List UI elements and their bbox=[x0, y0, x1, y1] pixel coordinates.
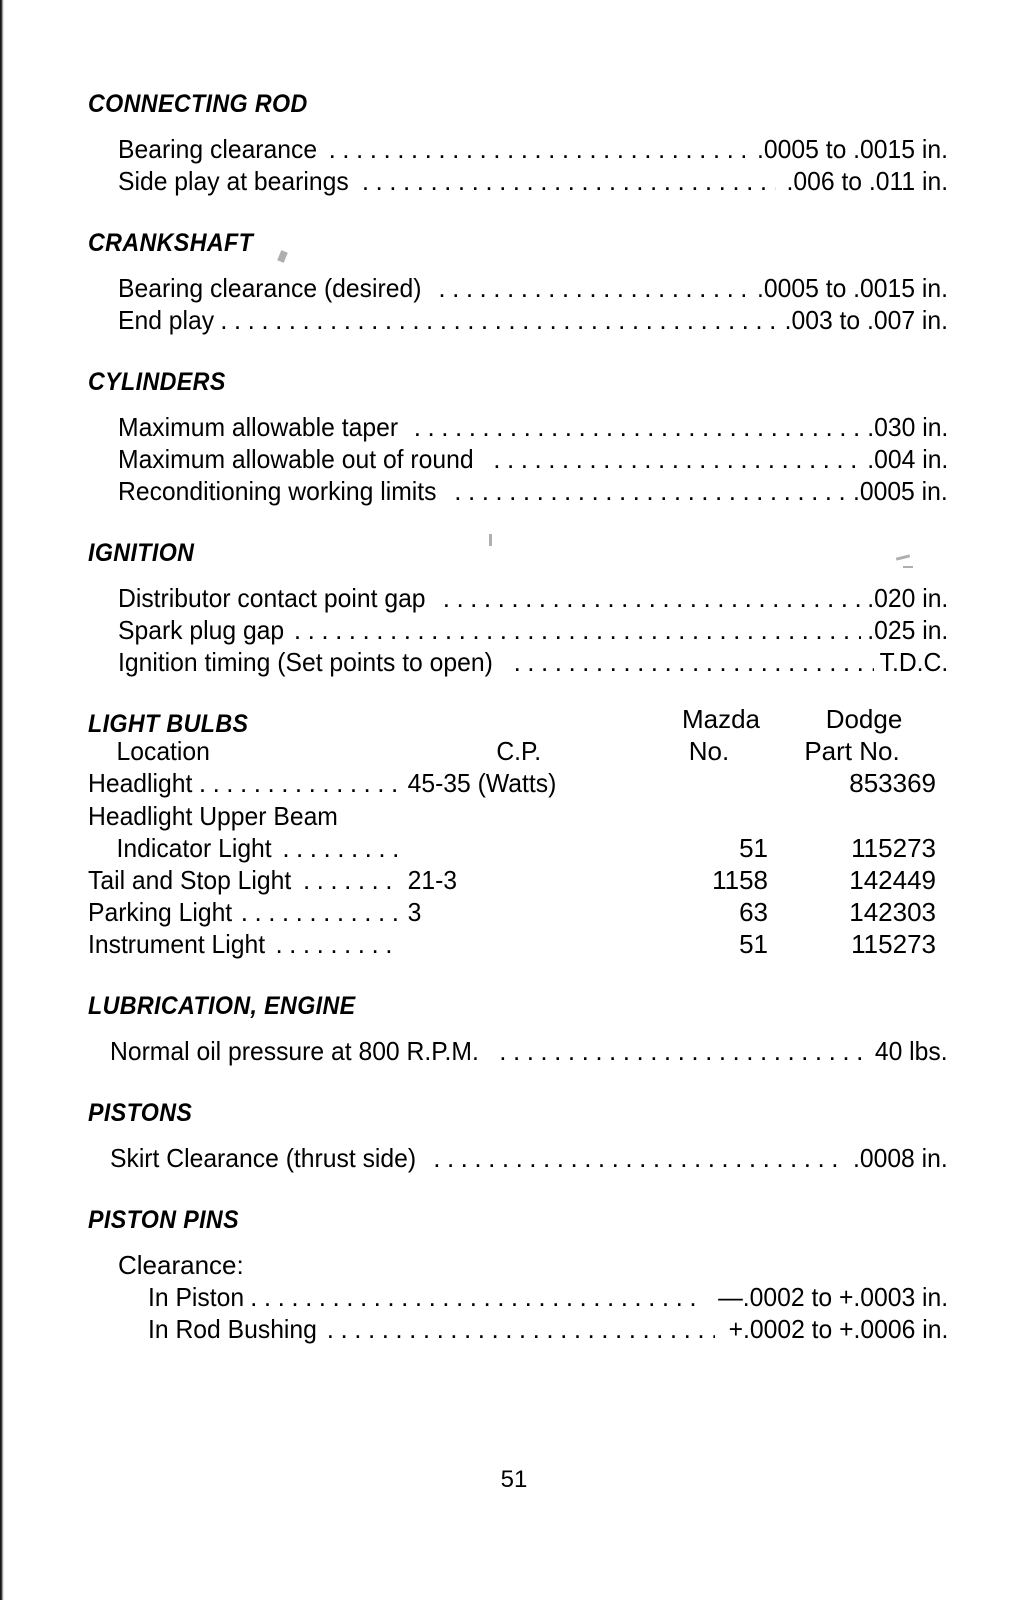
bulb-dodge-part-no: 142449 bbox=[849, 865, 936, 895]
bulb-name-cell bbox=[88, 799, 508, 832]
spec-list bbox=[110, 1142, 948, 1174]
header-location: Location bbox=[116, 736, 210, 766]
header-dodge-line2: Part No. bbox=[804, 736, 900, 766]
bulb-cp: 21-3 bbox=[407, 865, 458, 895]
bulb-location: Indicator Light bbox=[116, 833, 272, 863]
spec-label: Spark plug gap bbox=[118, 615, 285, 645]
bulb-dodge-part-no: 115273 bbox=[851, 833, 936, 863]
spec-value: 40 lbs. bbox=[875, 1036, 948, 1066]
spec-row bbox=[118, 646, 948, 678]
spec-sublabel-row bbox=[118, 1249, 948, 1281]
bulb-dodge-part-no: 142303 bbox=[849, 897, 936, 927]
dot-leader bbox=[241, 896, 400, 922]
header-cp: C.P. bbox=[496, 736, 542, 766]
table-header-row-1 bbox=[88, 703, 948, 738]
spec-label: Skirt Clearance (thrust side) bbox=[110, 1143, 417, 1173]
section-piston-pins bbox=[88, 1208, 948, 1345]
table-row bbox=[88, 767, 948, 799]
light-bulbs-table bbox=[88, 703, 948, 960]
section-heading: IGNITION bbox=[88, 539, 195, 567]
spec-row bbox=[118, 411, 948, 443]
spec-label: Reconditioning working limits bbox=[118, 476, 437, 506]
spec-list bbox=[110, 1035, 948, 1067]
spec-row bbox=[118, 304, 948, 336]
spec-label: In Piston bbox=[148, 1282, 245, 1312]
bulb-dodge-part-no: 115273 bbox=[851, 929, 936, 959]
dot-leader bbox=[362, 165, 776, 191]
table-row bbox=[88, 799, 948, 832]
spec-label: Side play at bearings bbox=[118, 166, 349, 196]
spacer bbox=[88, 197, 948, 231]
section-cylinders bbox=[88, 370, 948, 507]
page-content bbox=[88, 92, 948, 1345]
spec-label: Bearing clearance bbox=[118, 134, 318, 164]
bulb-mazda-no: 51 bbox=[739, 929, 768, 959]
section-heading: CRANKSHAFT bbox=[88, 229, 254, 257]
table-row bbox=[88, 896, 948, 928]
dot-leader bbox=[250, 1281, 704, 1307]
spec-value: .003 to .007 in. bbox=[784, 305, 948, 335]
spec-label: In Rod Bushing bbox=[148, 1314, 317, 1344]
spec-value: T.D.C. bbox=[879, 647, 948, 677]
spec-row bbox=[118, 614, 948, 646]
spec-row bbox=[118, 443, 948, 475]
bulb-name-cell bbox=[88, 767, 400, 799]
section-heading: PISTON PINS bbox=[88, 1206, 239, 1234]
bulb-cp: 45-35 (Watts) bbox=[407, 768, 557, 798]
section-connecting-rod bbox=[88, 92, 948, 197]
spec-list bbox=[118, 133, 948, 197]
scan-artifact bbox=[903, 566, 913, 568]
section-heading: LIGHT BULBS bbox=[88, 710, 249, 738]
section-ignition bbox=[88, 541, 948, 678]
spec-row bbox=[118, 582, 948, 614]
spec-value: .0005 in. bbox=[853, 476, 948, 506]
spacer bbox=[88, 1067, 948, 1101]
table-row bbox=[88, 864, 948, 896]
section-crankshaft bbox=[88, 231, 948, 336]
header-spacer bbox=[412, 703, 662, 735]
spec-row bbox=[110, 1035, 948, 1067]
section-light-bulbs bbox=[88, 704, 948, 960]
spacer bbox=[88, 507, 948, 541]
spec-value: .020 in. bbox=[866, 583, 948, 613]
header-location-cell bbox=[88, 735, 400, 767]
section-heading: CYLINDERS bbox=[88, 368, 226, 396]
spec-row bbox=[110, 1142, 948, 1174]
bulb-name-cell bbox=[88, 864, 400, 896]
spacer bbox=[88, 336, 948, 370]
spec-label: Bearing clearance (desired) bbox=[118, 273, 422, 303]
spacer bbox=[88, 1174, 948, 1208]
spec-list bbox=[118, 272, 948, 336]
spec-label: Maximum allowable out of round bbox=[118, 444, 474, 474]
bulb-dodge-part-no: 853369 bbox=[849, 768, 936, 798]
dot-leader bbox=[303, 864, 400, 890]
dot-leader bbox=[443, 582, 861, 608]
dot-leader bbox=[282, 832, 400, 858]
scan-artifact bbox=[489, 534, 492, 546]
dot-leader bbox=[514, 646, 874, 672]
bulb-name-cell bbox=[88, 896, 400, 928]
header-mazda-line1: Mazda bbox=[681, 704, 761, 734]
spec-value: .025 in. bbox=[866, 615, 948, 645]
dot-leader bbox=[294, 614, 861, 640]
table-header-row-2 bbox=[88, 735, 948, 767]
bulb-mazda-no: 63 bbox=[739, 897, 768, 927]
spec-row bbox=[118, 272, 948, 304]
table-row bbox=[88, 832, 948, 864]
spec-value: .030 in. bbox=[866, 412, 948, 442]
dot-leader bbox=[454, 475, 846, 501]
dot-leader bbox=[220, 304, 774, 330]
dot-leader bbox=[352, 799, 508, 825]
bulb-location: Tail and Stop Light bbox=[88, 865, 292, 895]
spec-value: .004 in. bbox=[866, 444, 948, 474]
header-dodge-line1: Dodge bbox=[825, 704, 903, 734]
spacer bbox=[88, 960, 948, 994]
spec-label: Ignition timing (Set points to open) bbox=[118, 647, 493, 677]
bulb-location: Headlight Upper Beam bbox=[88, 801, 338, 831]
spec-row bbox=[118, 1281, 948, 1313]
spec-value: .006 to .011 in. bbox=[786, 166, 948, 196]
spec-sublabel: Clearance: bbox=[118, 1250, 244, 1280]
table-row bbox=[88, 928, 948, 960]
dot-leader bbox=[493, 443, 860, 469]
spec-list bbox=[118, 582, 948, 678]
spec-row bbox=[118, 133, 948, 165]
dot-leader bbox=[329, 133, 745, 159]
dot-leader bbox=[199, 767, 400, 793]
spec-label: Distributor contact point gap bbox=[118, 583, 426, 613]
spec-list bbox=[118, 1249, 948, 1345]
section-heading: CONNECTING ROD bbox=[88, 90, 308, 118]
spec-label: Maximum allowable taper bbox=[118, 412, 399, 442]
header-mazda-line2: No. bbox=[688, 736, 730, 766]
dot-leader bbox=[414, 411, 861, 437]
page-number: 51 bbox=[500, 1466, 528, 1493]
spec-value: .0005 to .0015 in. bbox=[757, 134, 948, 164]
section-heading: LUBRICATION, ENGINE bbox=[88, 992, 356, 1020]
dot-leader bbox=[275, 928, 400, 954]
spec-value: +.0002 to +.0006 in. bbox=[728, 1314, 948, 1344]
bulb-location: Headlight bbox=[88, 768, 193, 798]
spec-value: .0005 to .0015 in. bbox=[757, 273, 948, 303]
spec-label: Normal oil pressure at 800 R.P.M. bbox=[110, 1036, 479, 1066]
spec-row bbox=[118, 475, 948, 507]
bulb-cp: 3 bbox=[407, 897, 422, 927]
dot-leader bbox=[499, 1035, 869, 1061]
spec-value: .0008 in. bbox=[853, 1143, 948, 1173]
dot-leader bbox=[327, 1313, 715, 1339]
bulb-location: Instrument Light bbox=[88, 929, 266, 959]
bulb-mazda-no: 1158 bbox=[712, 865, 768, 895]
bulb-name-cell bbox=[88, 928, 400, 960]
bulb-mazda-no: 51 bbox=[739, 833, 768, 863]
section-lubrication-engine bbox=[88, 994, 948, 1067]
section-heading: PISTONS bbox=[88, 1099, 193, 1127]
spec-list bbox=[118, 411, 948, 507]
spec-row bbox=[118, 1313, 948, 1345]
dot-leader bbox=[433, 1142, 846, 1168]
spec-value: —.0002 to +.0003 in. bbox=[717, 1282, 948, 1312]
spec-row bbox=[118, 165, 948, 197]
section-pistons bbox=[88, 1101, 948, 1174]
bulb-name-cell bbox=[88, 832, 400, 864]
spec-label: End play bbox=[118, 305, 215, 335]
bulb-location: Parking Light bbox=[88, 897, 233, 927]
dot-leader bbox=[438, 272, 745, 298]
